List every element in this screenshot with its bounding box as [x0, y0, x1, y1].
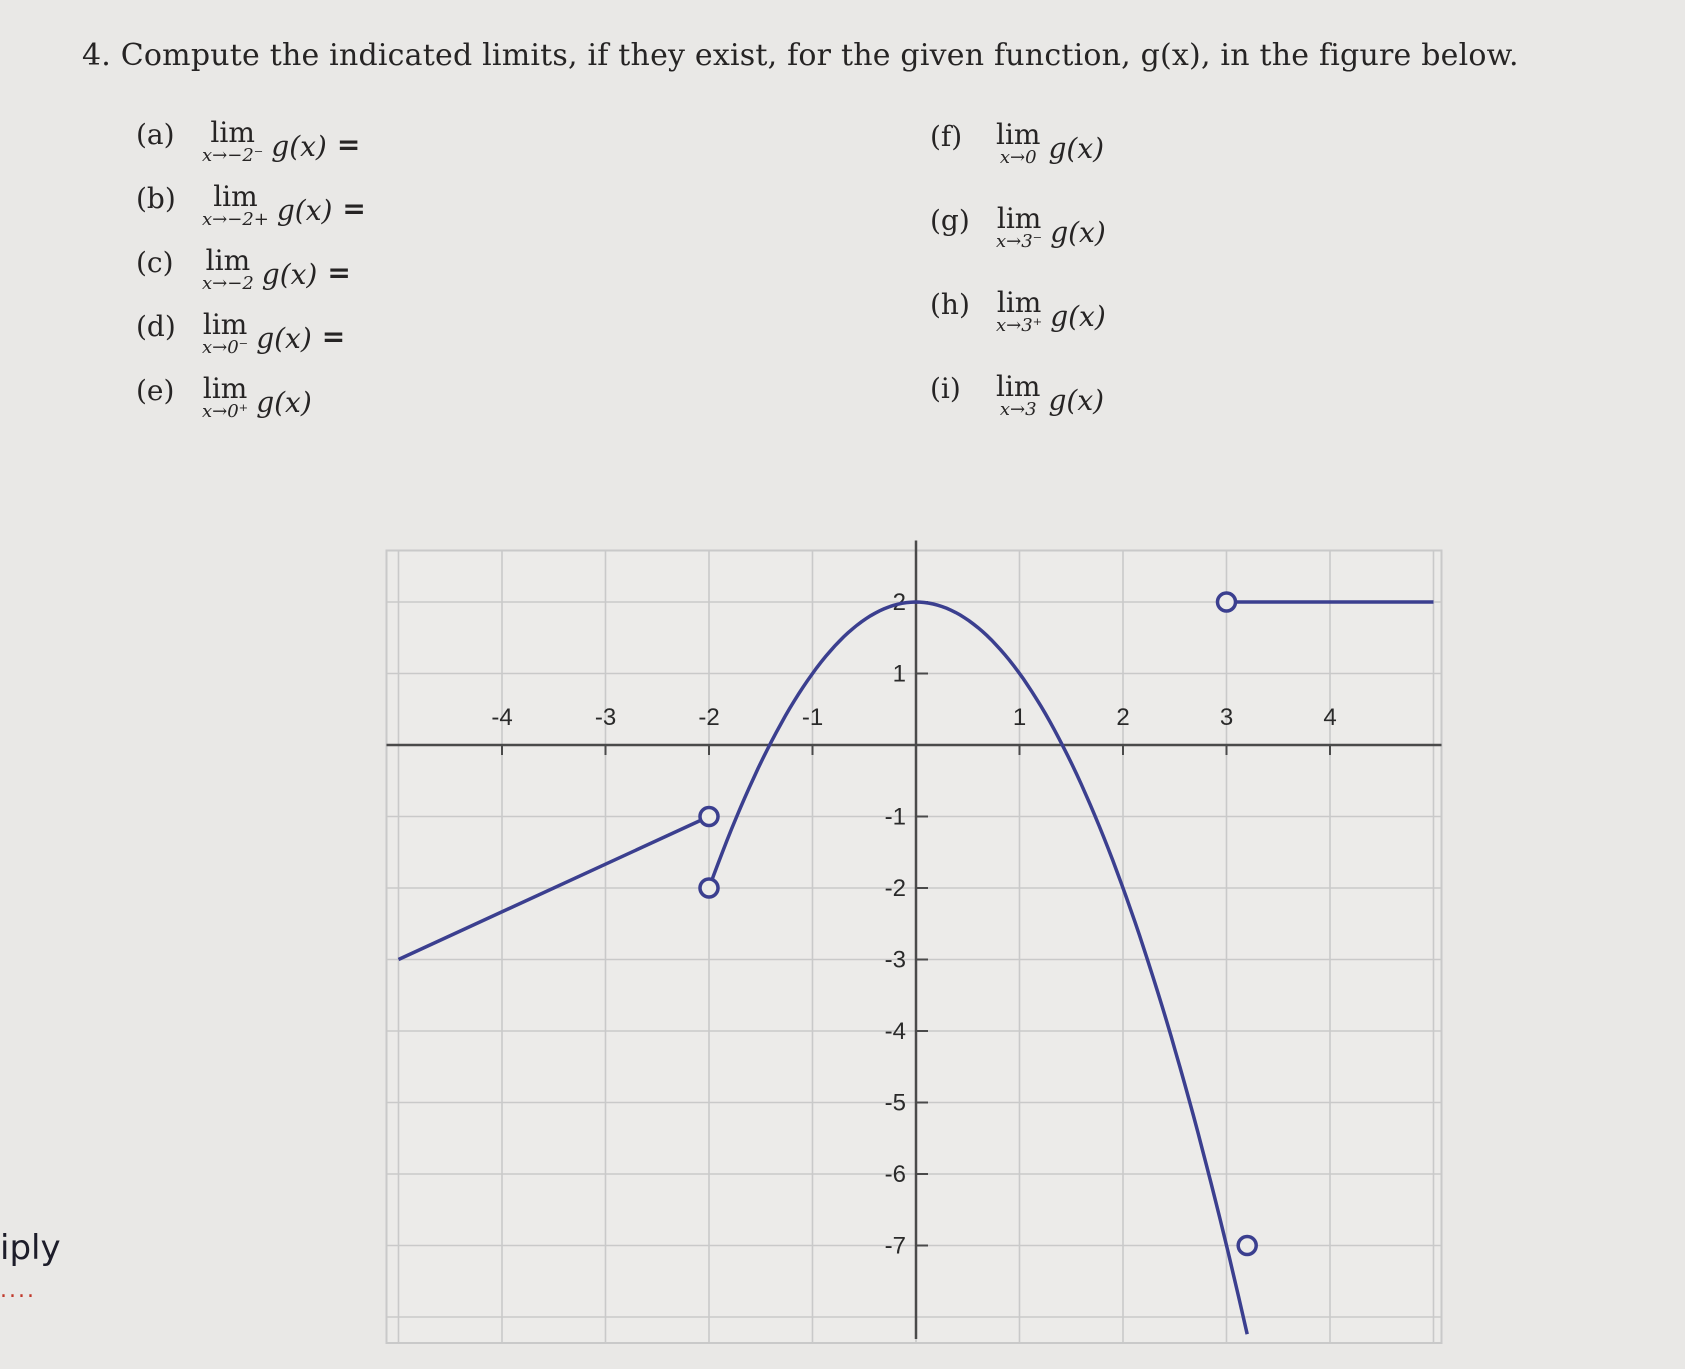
- function-expression: g(x): [271, 130, 327, 163]
- lim-word: lim: [202, 308, 248, 341]
- problem-statement: 4. Compute the indicated limits, if they exist, for the given function, g(x), in the figure below.: [82, 38, 1519, 73]
- function-expression: g(x): [1050, 300, 1106, 333]
- item-label: (e): [136, 374, 175, 407]
- lim-subscript: x→−2⁻: [202, 145, 264, 166]
- x-tick-label: 2: [1116, 704, 1130, 731]
- y-tick-label: -6: [884, 1161, 906, 1188]
- y-tick-label: 1: [892, 660, 906, 688]
- y-tick-label: -2: [884, 875, 906, 902]
- lim-word: lim: [210, 116, 255, 149]
- x-tick-label: -1: [801, 704, 824, 731]
- item-label: (d): [136, 310, 176, 343]
- item-label: (f): [930, 120, 963, 153]
- function-expression: g(x): [1048, 384, 1105, 417]
- y-tick-label: -4: [884, 1018, 906, 1045]
- open-circle-marker: [700, 879, 718, 897]
- lim-word: lim: [996, 370, 1041, 403]
- item-label: (b): [136, 182, 176, 215]
- handwritten-equals: =: [342, 192, 366, 225]
- lim-subscript: x→0: [999, 147, 1037, 168]
- lim-subscript: x→3: [999, 399, 1037, 420]
- open-circle-marker: [700, 808, 718, 826]
- item-label: (i): [930, 372, 961, 405]
- graph-frame: [387, 551, 1442, 1344]
- function-expression: g(x): [1048, 132, 1105, 165]
- lim-word: lim: [996, 286, 1042, 319]
- item-label: (h): [930, 288, 970, 321]
- item-label: (g): [930, 204, 970, 237]
- function-expression: g(x): [276, 194, 333, 227]
- y-tick-label: 2: [892, 589, 906, 616]
- y-tick-label: -3: [884, 946, 906, 974]
- handwritten-equals: =: [321, 320, 346, 353]
- lim-subscript: x→3⁺: [996, 315, 1043, 336]
- open-circle-marker: [1218, 593, 1236, 611]
- x-tick-label: -4: [491, 704, 513, 731]
- lim-word: lim: [205, 244, 251, 277]
- item-label: (c): [136, 246, 174, 279]
- y-tick-label: -7: [884, 1232, 906, 1260]
- lim-word: lim: [996, 118, 1041, 151]
- margin-note: iply: [0, 1228, 61, 1268]
- lim-subscript: x→0⁻: [202, 337, 249, 358]
- item-label: (a): [136, 118, 175, 151]
- open-circle-marker: [1238, 1237, 1256, 1255]
- lim-word: lim: [213, 180, 258, 213]
- x-tick-label: -2: [698, 704, 720, 731]
- handwritten-equals: =: [336, 128, 361, 161]
- lim-subscript: x→−2: [202, 273, 254, 294]
- function-expression: g(x): [261, 258, 318, 291]
- lim-word: lim: [202, 372, 248, 405]
- x-tick-label: -3: [594, 704, 617, 731]
- y-tick-label: -1: [884, 803, 906, 831]
- margin-dots: ....: [0, 1278, 36, 1303]
- lim-word: lim: [996, 202, 1042, 235]
- lim-subscript: x→0⁺: [202, 401, 249, 422]
- x-tick-label: 1: [1012, 704, 1027, 731]
- lim-subscript: x→3⁻: [996, 231, 1043, 252]
- x-tick-label: 4: [1323, 704, 1337, 731]
- x-tick-label: 3: [1219, 704, 1234, 731]
- y-tick-label: -5: [884, 1089, 906, 1117]
- handwritten-equals: =: [327, 256, 351, 289]
- function-expression: g(x): [1050, 216, 1106, 249]
- function-expression: g(x): [256, 322, 312, 355]
- function-expression: g(x): [256, 386, 312, 419]
- lim-subscript: x→−2+: [202, 209, 269, 230]
